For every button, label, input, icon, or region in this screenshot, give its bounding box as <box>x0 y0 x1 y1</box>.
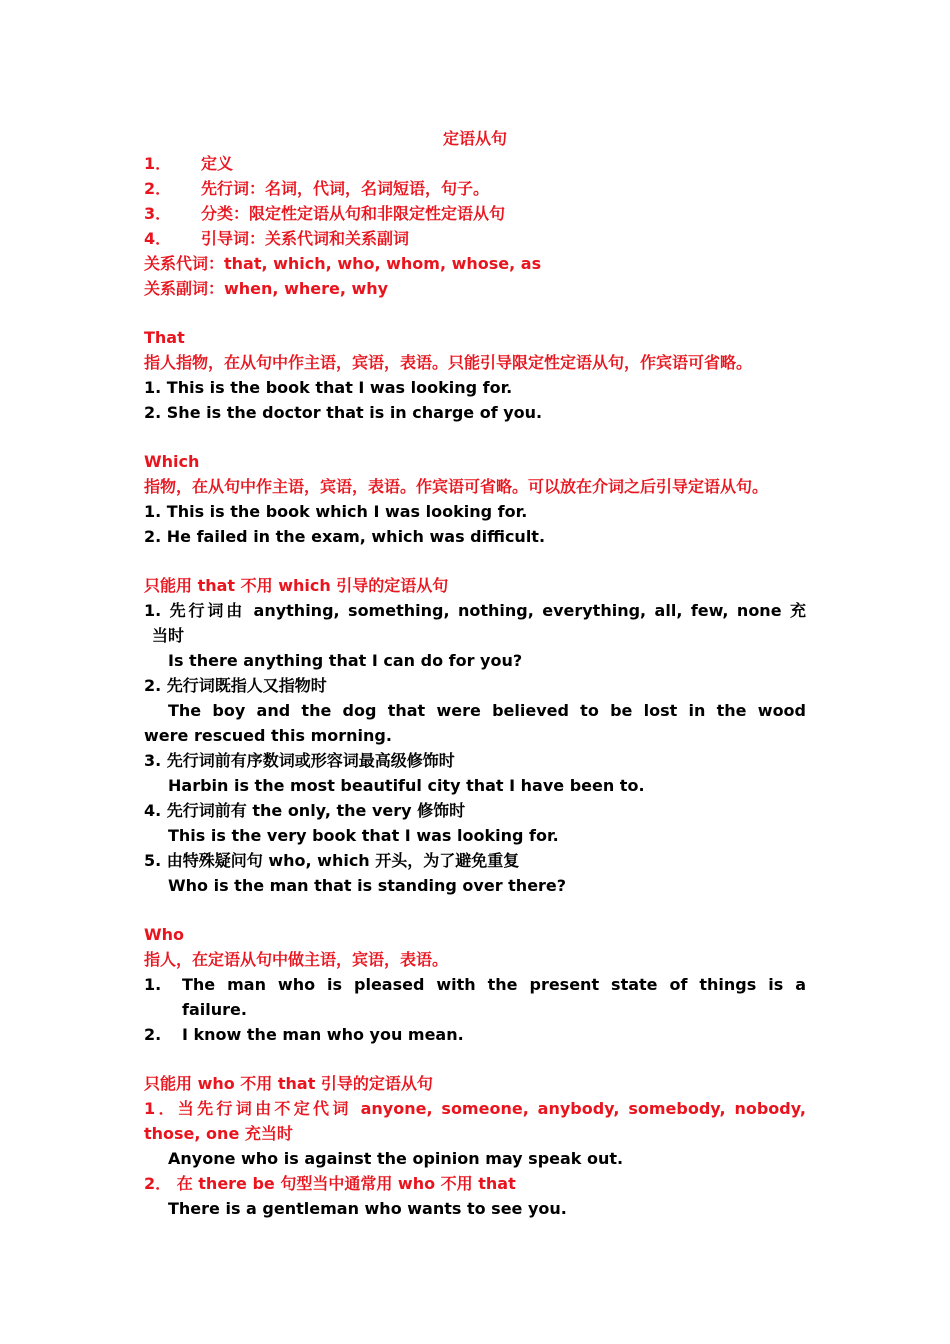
only-that-example-1: Is there anything that I can do for you? <box>168 651 523 670</box>
which-heading: Which <box>144 452 200 471</box>
who-example-1 <box>144 972 806 1022</box>
outline-number: 1． <box>144 154 172 173</box>
outline-number: 4． <box>144 229 172 248</box>
outline-text: 分类：限定性定语从句和非限定性定语从句 <box>201 204 506 223</box>
relative-pronouns: 关系代词：that, which, who, whom, whose, as <box>144 254 542 273</box>
document-body <box>144 126 806 1221</box>
that-example-2: 2. She is the doctor that is in charge of you. <box>144 403 543 422</box>
only-that-rule-1-continuation: 当时 <box>152 626 185 645</box>
only-that-example-5: Who is the man that is standing over there? <box>168 876 567 895</box>
only-who-rule-2: 2． 在 there be 句型当中通常用 who 不用 that <box>144 1174 516 1193</box>
which-example-2: 2. He failed in the exam, which was difficult. <box>144 527 546 546</box>
who-example-1-line: The man who is pleased with the present state of things is a <box>182 975 806 994</box>
which-description: 指物，在从句中作主语，宾语，表语。作宾语可省略。可以放在介词之后引导定语从句。 <box>144 477 769 496</box>
outline-item-connectives <box>144 226 806 251</box>
only-who-example-1: Anyone who is against the opinion may speak out. <box>168 1149 624 1168</box>
only-who-example-2: There is a gentleman who wants to see you. <box>168 1199 567 1218</box>
outline-item-definition <box>144 151 806 176</box>
only-that-example-2: The boy and the dog that were believed to be lost in the wood <box>168 701 806 720</box>
only-that-rule-1: 1. 先行词由 anything, something, nothing, everything, all, few, none 充 <box>144 601 806 620</box>
outline-item-classification <box>144 201 806 226</box>
that-heading: That <box>144 328 185 347</box>
only-that-heading: 只能用 that 不用 which 引导的定语从句 <box>144 576 449 595</box>
who-example-2 <box>144 1022 806 1047</box>
who-example-2-number: 2. <box>144 1025 162 1044</box>
which-example-1: 1. This is the book which I was looking for. <box>144 502 528 521</box>
outline-text: 引导词：关系代词和关系副词 <box>201 229 410 248</box>
only-that-rule-2: 2. 先行词既指人又指物时 <box>144 676 327 695</box>
outline-text: 先行词：名词，代词，名词短语，句子。 <box>201 179 490 198</box>
relative-adverbs: 关系副词：when, where, why <box>144 279 389 298</box>
outline-number: 3． <box>144 204 172 223</box>
only-that-example-3: Harbin is the most beautiful city that I have been to. <box>168 776 645 795</box>
who-example-1-text <box>182 972 806 1022</box>
page-title: 定语从句 <box>442 129 507 148</box>
that-example-1: 1. This is the book that I was looking for. <box>144 378 513 397</box>
who-example-2-text: I know the man who you mean. <box>182 1025 464 1044</box>
only-that-example-2-continuation: were rescued this morning. <box>144 726 392 745</box>
who-example-1-number: 1. <box>144 975 162 994</box>
only-that-rule-5: 5. 由特殊疑问句 who, which 开头，为了避免重复 <box>144 851 520 870</box>
only-who-heading: 只能用 who 不用 that 引导的定语从句 <box>144 1074 433 1093</box>
only-who-rule-1-continuation: those, one 充当时 <box>144 1124 293 1143</box>
outline-number: 2． <box>144 179 172 198</box>
only-that-example-4: This is the very book that I was looking for. <box>168 826 559 845</box>
that-description: 指人指物，在从句中作主语，宾语，表语。只能引导限定性定语从句，作宾语可省略。 <box>144 353 753 372</box>
who-description: 指人，在定语从句中做主语，宾语，表语。 <box>144 950 449 969</box>
only-who-rule-1: 1．当先行词由不定代词 anyone, someone, anybody, somebody, nobody, <box>144 1099 806 1118</box>
outline-text: 定义 <box>201 154 234 173</box>
outline-item-antecedent <box>144 176 806 201</box>
who-heading: Who <box>144 925 185 944</box>
only-that-rule-3: 3. 先行词前有序数词或形容词最高级修饰时 <box>144 751 455 770</box>
who-example-1-continuation: failure. <box>182 1000 247 1019</box>
only-that-rule-4: 4. 先行词前有 the only, the very 修饰时 <box>144 801 466 820</box>
